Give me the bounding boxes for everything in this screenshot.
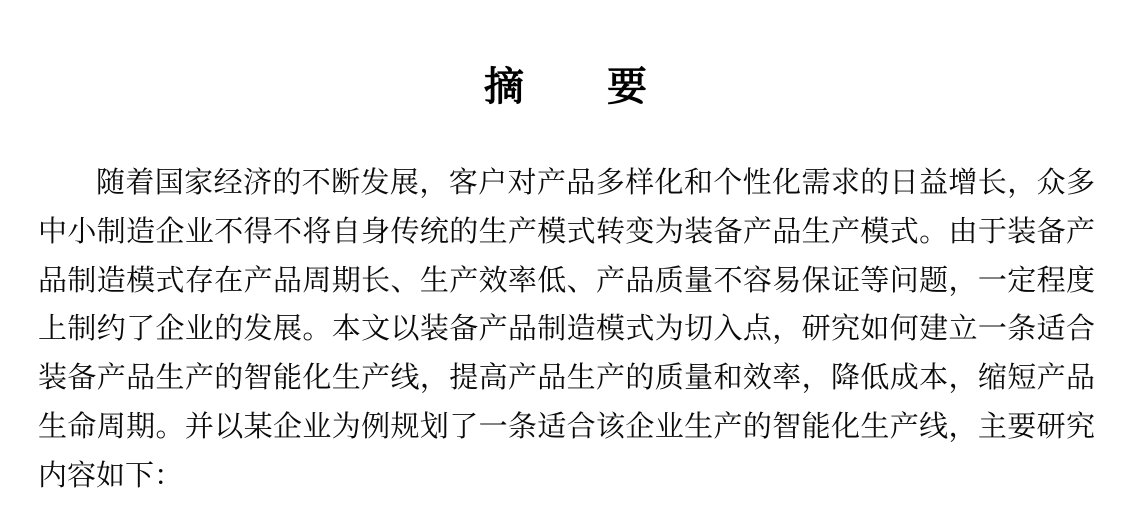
abstract-body xyxy=(38,159,1095,501)
abstract-title: 摘 要 xyxy=(484,65,648,109)
abstract-paragraph: 随着国家经济的不断发展，客户对产品多样化和个性化需求的日益增长，众多中小制造企业不得不将自身传统的生产模式转变为装备产品生产模式。由于装备产品制造模式存在产品周期长、生产效率低、产品质量不容易保证等问题，一定程度上制约了企业的发展。本文以装备产品制造模式为切入点，研究如何建立一条适合装备产品生产的智能化生产线，提高产品生产的质量和效率，降低成本，缩短产品生命周期。并以某企业为例规划了一条适合该企业生产的智能化生产线，主要研究内容如下： xyxy=(38,167,1095,492)
